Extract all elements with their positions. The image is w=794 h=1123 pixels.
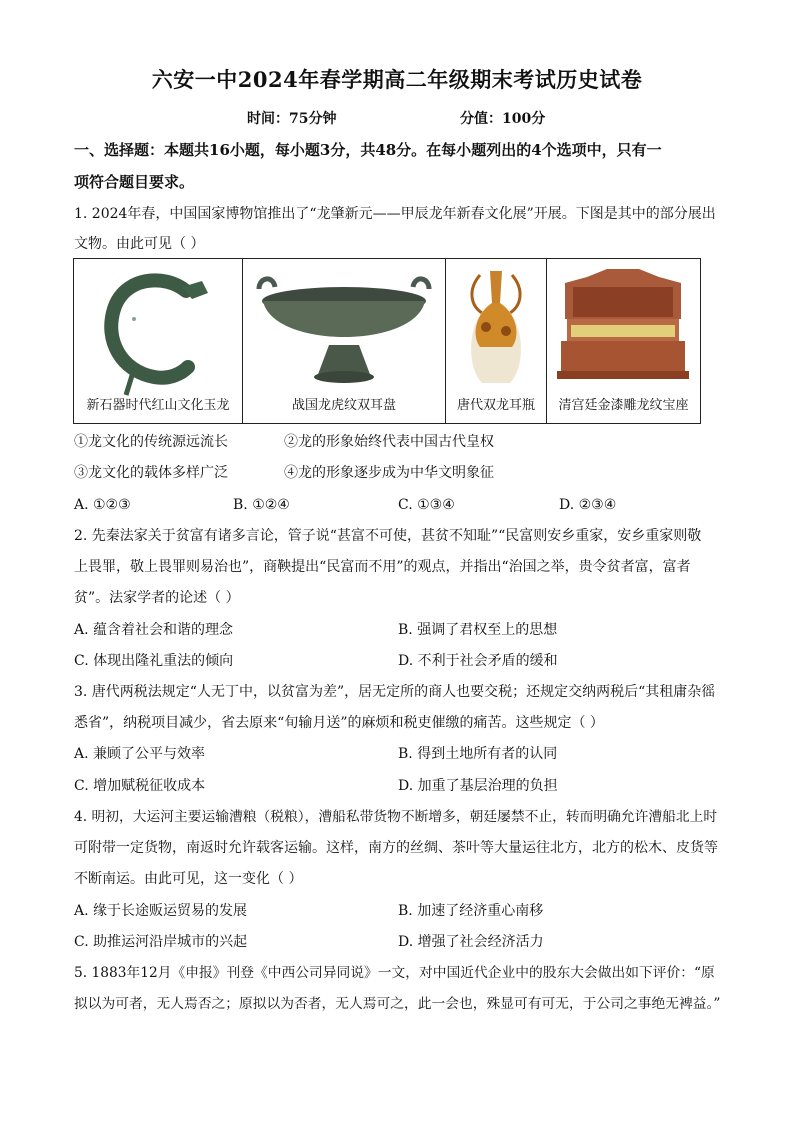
- q1-statement-2: ②龙的形象始终代表中国古代皇权: [284, 434, 494, 450]
- section-heading-line1: 一、选择题：本题共16小题，每小题3分，共48分。在每小题列出的4个选项中，只有一: [74, 141, 662, 159]
- q1-option-c[interactable]: C. ①③④: [398, 497, 455, 513]
- artifact-figure-table: [73, 258, 701, 424]
- artifact-cell-bronze-plate: [243, 259, 446, 423]
- q3-option-b[interactable]: B. 得到土地所有者的认同: [398, 746, 558, 762]
- q5-stem-line1: 5. 1883年12月《申报》刊登《中西公司异同说》一文，对中国近代企业中的股东大会做出如下评价：“原: [74, 965, 715, 981]
- exam-time: 时间：75分钟: [247, 111, 337, 127]
- q1-option-b[interactable]: B. ①②④: [233, 497, 290, 513]
- q4-stem-line3: 不断南运。由此可见，这一变化（ ）: [74, 871, 303, 887]
- q3-option-a[interactable]: A. 兼顾了公平与效率: [74, 746, 206, 762]
- q1-statement-4: ④龙的形象逐步成为中华文明象征: [284, 465, 494, 481]
- q2-option-a[interactable]: A. 蕴含着社会和谐的理念: [74, 622, 234, 638]
- artifact-cell-tang-vase: [446, 259, 547, 423]
- exam-title: 六安一中2024年春学期高二年级期末考试历史试卷: [151, 67, 643, 92]
- q1-option-a[interactable]: A. ①②③: [74, 497, 131, 513]
- artifact-cell-jade-dragon: [74, 259, 243, 423]
- q4-stem-line2: 可附带一定货物，南返时允许载客运输。这样，南方的丝绸、茶叶等大量运往北方，北方的松木、皮货等: [74, 840, 718, 856]
- q2-option-d[interactable]: D. 不利于社会矛盾的缓和: [398, 653, 558, 669]
- q1-statement-1: ①龙文化的传统源远流长: [74, 434, 228, 450]
- q1-stem-line2: 文物。由此可见（ ）: [74, 236, 205, 252]
- q4-option-c[interactable]: C. 助推运河沿岸城市的兴起: [74, 934, 248, 950]
- artifact-caption-2: 战国龙虎纹双耳盘: [291, 398, 396, 413]
- q4-option-b[interactable]: B. 加速了经济重心南移: [398, 903, 544, 919]
- artifact-caption-4: 清宫廷金漆雕龙纹宝座: [558, 398, 689, 413]
- q3-stem-line1: 3. 唐代两税法规定“人无丁中，以贫富为差”，居无定所的商人也要交税；还规定交纳两税后“其租庸杂徭: [74, 684, 716, 700]
- q4-stem-line1: 4. 明初，大运河主要运输漕粮（税粮），漕船私带货物不断增多，朝廷屡禁不止，转而明确允许漕船北上时: [74, 809, 718, 825]
- artifact-cell-imperial-throne: [547, 259, 700, 423]
- q2-stem-line3: 贫”。法家学者的论述（ ）: [74, 590, 240, 606]
- q2-stem-line2: 上畏罪，敬上畏罪则易治也”，商鞅提出“民富而不用”的观点，并指出“治国之举，贵令贫者富，富者: [74, 559, 691, 575]
- artifact-caption-1: 新石器时代红山文化玉龙: [86, 398, 230, 413]
- artifact-caption-3: 唐代双龙耳瓶: [456, 398, 535, 413]
- section-heading-line2: 项符合题目要求。: [74, 173, 195, 191]
- imperial-throne-image: [547, 259, 699, 399]
- q3-stem-line2: 悉省”，纳税项目减少，省去原来“旬输月送”的麻烦和税吏催缴的痛苦。这些规定（ ）: [74, 715, 604, 731]
- exam-score: 分值：100分: [460, 111, 546, 127]
- q2-stem-line1: 2. 先秦法家关于贫富有诸多言论，管子说“甚富不可使，甚贫不知耻”“民富则安乡重家，安乡重家则敬: [74, 528, 702, 544]
- q3-option-c[interactable]: C. 增加赋税征收成本: [74, 778, 206, 794]
- q1-stem-line1: 1. 2024年春，中国国家博物馆推出了“龙肇新元——甲辰龙年新春文化展”开展。下图是其中的部分展出: [74, 206, 716, 222]
- q4-option-d[interactable]: D. 增强了社会经济活力: [398, 934, 544, 950]
- bronze-plate-image: [243, 259, 445, 399]
- q1-statement-3: ③龙文化的载体多样广泛: [74, 465, 228, 481]
- tang-vase-image: [446, 259, 546, 399]
- q3-option-d[interactable]: D. 加重了基层治理的负担: [398, 778, 558, 794]
- q5-stem-line2: 拟以为可者，无人焉否之；原拟以为否者，无人焉可之，此一会也，殊显可有可无，于公司之事绝无裨益。”: [74, 996, 721, 1012]
- q2-option-c[interactable]: C. 体现出隆礼重法的倾向: [74, 653, 234, 669]
- jade-dragon-image: [74, 259, 242, 399]
- q1-option-d[interactable]: D. ②③④: [559, 497, 617, 513]
- q4-option-a[interactable]: A. 缘于长途贩运贸易的发展: [74, 903, 248, 919]
- q2-option-b[interactable]: B. 强调了君权至上的思想: [398, 622, 558, 638]
